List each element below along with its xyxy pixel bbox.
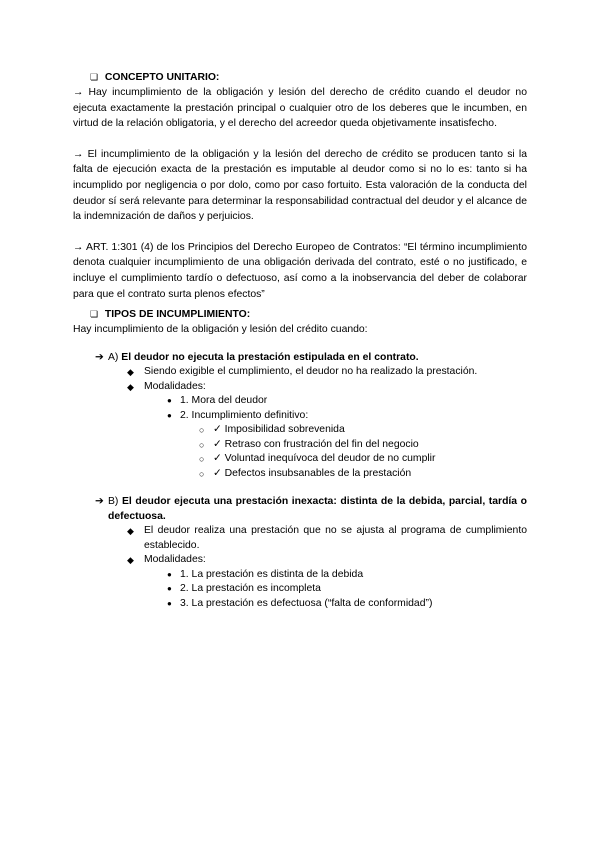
diamond-bullet-icon: ◆ [127,555,134,566]
list-item: ◆ Modalidades: [127,553,527,568]
list-item: ○ ✓ Defectos insubsanables de la prestación [199,467,527,482]
paragraph-1: → Hay incumplimiento de la obligación y lesión del derecho de crédito cuando el deudor no ejecuta exactamente la prestación principal o cualquier otro de los deberes que le incumben, en virtud de la relación obligatoria, y el derecho del acreedor queda objetivamente insatisfecho. [73,87,527,130]
heading-concepto-unitario [90,70,527,85]
dot-bullet-icon: ● [167,396,172,406]
list-item: ● 3. La prestación es defectuosa (“falta de conformidad”) [167,597,527,612]
heading-tipos-incumplimiento [90,307,527,322]
paragraph-3: → ART. 1:301 (4) de los Principios del Derecho Europeo de Contratos: “El término incumplimiento denota cualquier incumplimiento de una obligación derivada del contrato, esté o no justificado, e incluye el cumplimiento tardío o defectuoso, así como a la inobservancia del deber de colaborar para que el contrato surta plenos efectos” [73,241,527,300]
list-item: ○ ✓ Retraso con frustración del fin del negocio [199,438,527,453]
list-item: ● 1. La prestación es distinta de la debida [167,568,527,583]
checkbox-bullet-icon: ❏ [90,309,99,320]
item-a-title: El deudor no ejecuta la prestación estipulada en el contrato. [121,352,419,364]
dot-bullet-icon: ● [167,598,172,608]
list-item: ● 2. Incumplimiento definitivo: [167,409,527,424]
lead-text: Hay incumplimiento de la obligación y lesión del crédito cuando: [73,324,368,336]
arrow-icon: ➔ [95,352,104,364]
dot-bullet-icon: ● [167,569,172,579]
paragraph-2: → El incumplimiento de la obligación y la lesión del derecho de crédito se producen tanto si la falta de ejecución exacta de la prestación es imputable al deudor como si no lo es: tanto si ha incumplido por negligencia o por dolo, como por caso fortuito. Esta valoración de la conducta del deudor sí será relevante para determinar la responsabilidad contractual del deudor y el alcance de la indemnización de daños y perjuicios. [73,148,527,223]
list-item: ● 1. Mora del deudor [167,394,527,409]
checkbox-bullet-icon: ❏ [90,72,99,82]
list-item: ◆ El deudor realiza una prestación que no se ajusta al programa de cumplimiento establecido. [127,525,527,551]
item-prefix: A) [108,352,119,364]
arrow-icon: ➔ [95,496,104,508]
diamond-bullet-icon: ◆ [127,526,134,537]
circle-bullet-icon: ○ [199,425,205,436]
list-item: ◆ Modalidades: [127,380,527,395]
list-item: ○ ✓ Voluntad inequívoca del deudor de no cumplir [199,452,527,467]
circle-bullet-icon: ○ [199,468,205,479]
circle-bullet-icon: ○ [199,454,205,465]
heading-text: TIPOS DE INCUMPLIMIENTO: [104,309,251,321]
dot-bullet-icon: ● [167,584,172,594]
dot-bullet-icon: ● [167,410,172,420]
list-item: ◆ Siendo exigible el cumplimiento, el deudor no ha realizado la prestación. [127,365,527,380]
list-item-a [95,350,527,365]
diamond-bullet-icon: ◆ [127,367,134,378]
circle-bullet-icon: ○ [199,439,205,450]
list-item: ● 2. La prestación es incompleta [167,582,527,597]
item-prefix: B) [108,496,119,508]
diamond-bullet-icon: ◆ [127,381,134,392]
list-item-b [95,494,527,524]
document-page [73,70,527,611]
list-item: ○ ✓ Imposibilidad sobrevenida [199,423,527,438]
item-b-title: El deudor ejecuta una prestación inexacta: distinta de la debida, parcial, tardía o defectuosa. [108,496,528,523]
heading-text: CONCEPTO UNITARIO: [104,72,220,83]
